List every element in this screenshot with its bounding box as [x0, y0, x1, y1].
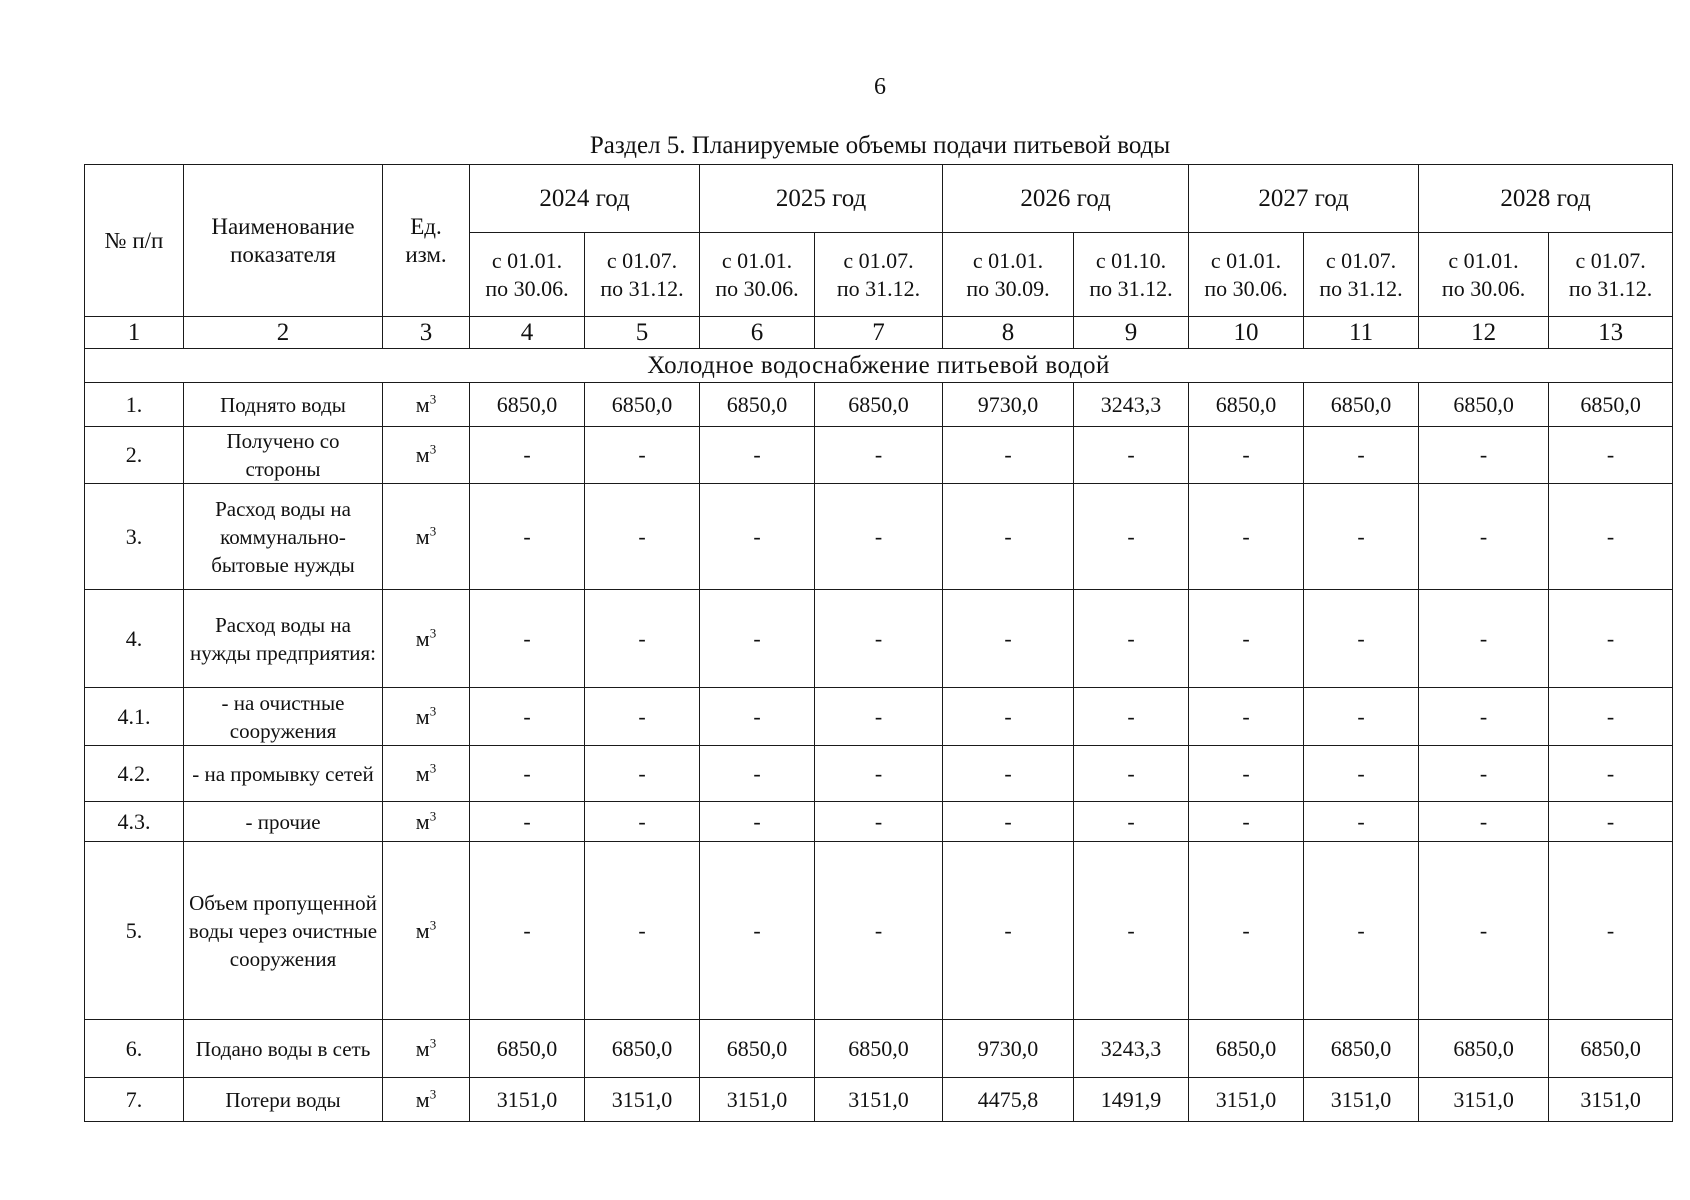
value-cell: - [470, 590, 585, 688]
value-cell: - [585, 746, 700, 802]
indicator-name: Расход воды на нужды предприятия: [184, 590, 383, 688]
value-cell: 6850,0 [1304, 1020, 1419, 1078]
value-cell: - [470, 842, 585, 1020]
value-cell: - [1189, 484, 1304, 590]
indicator-name: Подано воды в сеть [184, 1020, 383, 1078]
header-year: 2028 год [1419, 165, 1673, 233]
value-cell: - [1304, 842, 1419, 1020]
value-cell: - [700, 484, 815, 590]
column-number: 8 [943, 317, 1074, 349]
unit-label: м [415, 442, 430, 467]
value-cell: 6850,0 [1189, 383, 1304, 427]
indicator-name: Расход воды на коммунально-бытовые нужды [184, 484, 383, 590]
header-period: с 01.07. по 31.12. [1304, 233, 1419, 317]
value-cell: - [700, 590, 815, 688]
value-cell: 6850,0 [815, 383, 943, 427]
value-cell: 6850,0 [585, 1020, 700, 1078]
table-row [85, 484, 1673, 590]
value-cell: - [943, 427, 1074, 484]
column-number: 9 [1074, 317, 1189, 349]
value-cell: - [943, 484, 1074, 590]
table-row [85, 746, 1673, 802]
value-cell: 6850,0 [1189, 1020, 1304, 1078]
column-number: 10 [1189, 317, 1304, 349]
unit-power: 3 [429, 391, 437, 407]
table-row [85, 1020, 1673, 1078]
unit-cell [383, 484, 470, 590]
value-cell: - [1419, 484, 1549, 590]
unit-cell [383, 842, 470, 1020]
header-period: с 01.07. по 31.12. [585, 233, 700, 317]
value-cell: - [943, 688, 1074, 746]
row-number: 5. [85, 842, 184, 1020]
indicator-name: Получено со стороны [184, 427, 383, 484]
value-cell: 3243,3 [1074, 1020, 1189, 1078]
value-cell: - [1419, 802, 1549, 842]
indicator-name: Объем пропущенной воды через очистные сооружения [184, 842, 383, 1020]
unit-cell [383, 383, 470, 427]
page-number: 6 [874, 74, 886, 100]
value-cell: - [1549, 746, 1673, 802]
unit-power: 3 [429, 808, 437, 824]
value-cell: - [585, 802, 700, 842]
header-year: 2026 год [943, 165, 1189, 233]
value-cell: 3151,0 [1419, 1078, 1549, 1122]
column-number: 2 [184, 317, 383, 349]
value-cell: - [1304, 590, 1419, 688]
table-row [85, 802, 1673, 842]
unit-label: м [415, 625, 430, 651]
value-cell: 6850,0 [700, 1020, 815, 1078]
value-cell: - [1074, 427, 1189, 484]
unit-power: 3 [429, 1086, 437, 1102]
value-cell: 9730,0 [943, 383, 1074, 427]
value-cell: - [815, 484, 943, 590]
row-number: 4. [85, 590, 184, 688]
value-cell: 3151,0 [815, 1078, 943, 1122]
header-year: 2027 год [1189, 165, 1419, 233]
value-cell: - [585, 427, 700, 484]
header-period: с 01.01. по 30.06. [700, 233, 815, 317]
value-cell: - [1189, 590, 1304, 688]
value-cell: - [1549, 484, 1673, 590]
header-period: с 01.07. по 31.12. [1549, 233, 1673, 317]
value-cell: - [815, 746, 943, 802]
value-cell: - [700, 802, 815, 842]
value-cell: - [700, 746, 815, 802]
value-cell: - [700, 688, 815, 746]
value-cell: 6850,0 [1549, 1020, 1673, 1078]
value-cell: - [943, 842, 1074, 1020]
value-cell: 6850,0 [1304, 383, 1419, 427]
value-cell: - [943, 590, 1074, 688]
value-cell: 6850,0 [585, 383, 700, 427]
value-cell: - [470, 427, 585, 484]
indicator-name: Потери воды [184, 1078, 383, 1122]
value-cell: 3151,0 [585, 1078, 700, 1122]
indicator-name: - на очистные сооружения [184, 688, 383, 746]
unit-cell [383, 427, 470, 484]
value-cell: - [1419, 688, 1549, 746]
value-cell: 4475,8 [943, 1078, 1074, 1122]
column-number: 6 [700, 317, 815, 349]
value-cell: - [815, 842, 943, 1020]
unit-cell [383, 1020, 470, 1078]
value-cell: - [1549, 427, 1673, 484]
value-cell: - [1189, 746, 1304, 802]
column-number: 3 [383, 317, 470, 349]
row-number: 4.1. [85, 688, 184, 746]
unit-cell [383, 746, 470, 802]
header-period: с 01.01. по 30.06. [470, 233, 585, 317]
header-unit: Ед. изм. [383, 165, 470, 317]
unit-power: 3 [429, 703, 437, 719]
row-number: 7. [85, 1078, 184, 1122]
table-row [85, 842, 1673, 1020]
value-cell: - [1074, 688, 1189, 746]
value-cell: - [700, 842, 815, 1020]
row-number: 2. [85, 427, 184, 484]
value-cell: 1491,9 [1074, 1078, 1189, 1122]
column-number: 13 [1549, 317, 1673, 349]
value-cell: - [470, 802, 585, 842]
column-number: 12 [1419, 317, 1549, 349]
value-cell: - [470, 688, 585, 746]
value-cell: - [700, 427, 815, 484]
unit-power: 3 [429, 760, 437, 776]
value-cell: 3151,0 [700, 1078, 815, 1122]
value-cell: - [1419, 427, 1549, 484]
value-cell: - [1549, 590, 1673, 688]
unit-label: м [415, 1035, 430, 1061]
value-cell: - [1549, 842, 1673, 1020]
column-number: 11 [1304, 317, 1419, 349]
value-cell: - [1304, 688, 1419, 746]
unit-power: 3 [429, 1035, 437, 1051]
section-row [85, 349, 1673, 383]
value-cell: - [815, 802, 943, 842]
value-cell: - [1549, 688, 1673, 746]
unit-label: м [415, 917, 430, 943]
value-cell: - [1189, 688, 1304, 746]
unit-cell [383, 802, 470, 842]
section-heading: Холодное водоснабжение питьевой водой [85, 349, 1673, 383]
header-year: 2025 год [700, 165, 943, 233]
unit-power: 3 [429, 625, 437, 641]
value-cell: - [1189, 427, 1304, 484]
value-cell: - [1304, 427, 1419, 484]
value-cell: - [943, 802, 1074, 842]
value-cell: 6850,0 [470, 1020, 585, 1078]
header-num: № п/п [85, 165, 184, 317]
header-name: Наименование показателя [184, 165, 383, 317]
water-supply-table [84, 164, 1673, 1122]
value-cell: - [585, 484, 700, 590]
row-number: 1. [85, 383, 184, 427]
value-cell: - [1304, 746, 1419, 802]
header-period: с 01.01. по 30.09. [943, 233, 1074, 317]
unit-cell [383, 590, 470, 688]
unit-label: м [415, 808, 430, 834]
value-cell: 3151,0 [470, 1078, 585, 1122]
row-number: 6. [85, 1020, 184, 1078]
table-row [85, 427, 1673, 484]
indicator-name: - прочие [184, 802, 383, 842]
value-cell: - [815, 427, 943, 484]
header-period: с 01.01. по 30.06. [1419, 233, 1549, 317]
value-cell: 6850,0 [1419, 1020, 1549, 1078]
value-cell: 3151,0 [1189, 1078, 1304, 1122]
column-number: 7 [815, 317, 943, 349]
value-cell: - [815, 688, 943, 746]
value-cell: 3243,3 [1074, 383, 1189, 427]
column-number: 4 [470, 317, 585, 349]
unit-label: м [415, 523, 430, 549]
column-number-row [85, 317, 1673, 349]
value-cell: - [585, 590, 700, 688]
value-cell: - [1189, 802, 1304, 842]
header-period: с 01.10. по 31.12. [1074, 233, 1189, 317]
value-cell: 6850,0 [700, 383, 815, 427]
table-row [85, 383, 1673, 427]
value-cell: - [1074, 802, 1189, 842]
value-cell: - [470, 746, 585, 802]
unit-cell [383, 1078, 470, 1122]
value-cell: 9730,0 [943, 1020, 1074, 1078]
value-cell: - [1074, 484, 1189, 590]
column-number: 1 [85, 317, 184, 349]
table-row [85, 688, 1673, 746]
unit-power: 3 [429, 917, 437, 933]
value-cell: 6850,0 [815, 1020, 943, 1078]
value-cell: - [1074, 842, 1189, 1020]
unit-power: 3 [429, 523, 437, 539]
value-cell: 6850,0 [470, 383, 585, 427]
value-cell: - [1074, 746, 1189, 802]
row-number: 3. [85, 484, 184, 590]
unit-label: м [415, 760, 430, 786]
unit-label: м [415, 1086, 430, 1112]
header-period: с 01.01. по 30.06. [1189, 233, 1304, 317]
header-period: с 01.07. по 31.12. [815, 233, 943, 317]
value-cell: - [1189, 842, 1304, 1020]
value-cell: - [1074, 590, 1189, 688]
value-cell: - [1419, 842, 1549, 1020]
value-cell: - [470, 484, 585, 590]
unit-label: м [415, 391, 430, 417]
value-cell: - [585, 842, 700, 1020]
value-cell: - [1304, 802, 1419, 842]
value-cell: - [943, 746, 1074, 802]
value-cell: - [1419, 590, 1549, 688]
value-cell: - [1419, 746, 1549, 802]
table-row [85, 590, 1673, 688]
value-cell: 3151,0 [1304, 1078, 1419, 1122]
header-year: 2024 год [470, 165, 700, 233]
value-cell: - [585, 688, 700, 746]
value-cell: - [815, 590, 943, 688]
row-number: 4.2. [85, 746, 184, 802]
value-cell: 6850,0 [1549, 383, 1673, 427]
table-row [85, 1078, 1673, 1122]
unit-power: 3 [429, 441, 437, 457]
row-number: 4.3. [85, 802, 184, 842]
unit-cell [383, 688, 470, 746]
value-cell: 3151,0 [1549, 1078, 1673, 1122]
column-number: 5 [585, 317, 700, 349]
value-cell: 6850,0 [1419, 383, 1549, 427]
unit-label: м [415, 703, 430, 729]
indicator-name: Поднято воды [184, 383, 383, 427]
indicator-name: - на промывку сетей [184, 746, 383, 802]
value-cell: - [1304, 484, 1419, 590]
value-cell: - [1549, 802, 1673, 842]
section-title: Раздел 5. Планируемые объемы подачи питьевой воды [589, 132, 1171, 159]
